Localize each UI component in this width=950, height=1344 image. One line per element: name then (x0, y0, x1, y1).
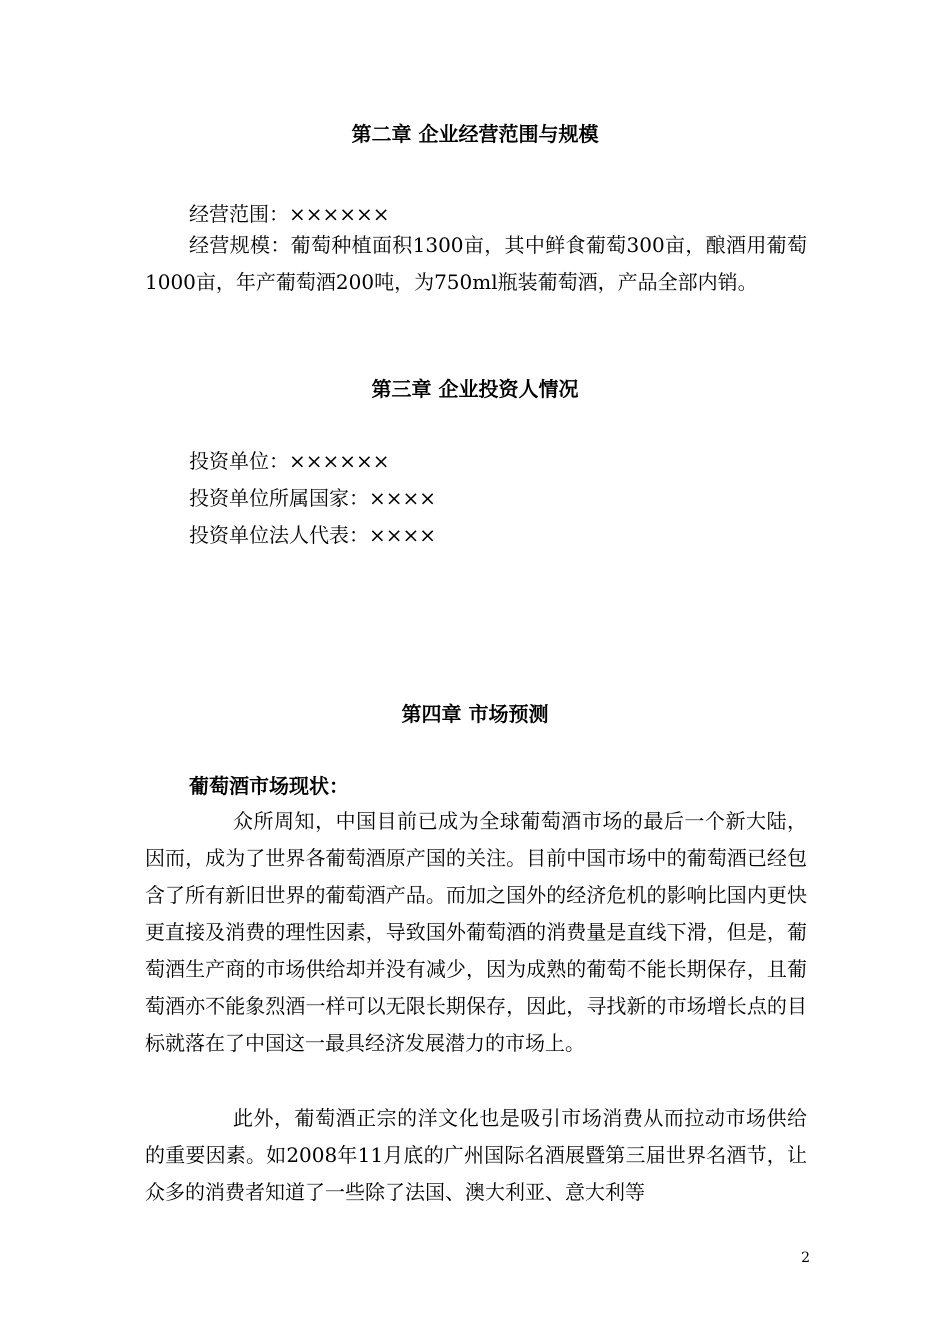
market-paragraph-2: 此外，葡萄酒正宗的洋文化也是吸引市场消费从而拉动市场供给的重要因素。如2008年11月底的广州国际名酒展暨第三届世界名酒节，让众多的消费者知道了一些除了法国、澳大利亚、意大利等 (145, 1106, 807, 1204)
page-number: 2 (801, 1250, 810, 1266)
market-paragraph-1: 众所周知，中国目前已成为全球葡萄酒市场的最后一个新大陆，因而，成为了世界各葡萄酒原产国的关注。目前中国市场中的葡萄酒已经包含了所有新旧世界的葡萄酒产品。而加之国外的经济危机的影响比国内更快更直接及消费的理性因素，导致国外葡萄酒的消费量是直线下滑，但是，葡萄酒生产商的市场供给却并没有减少，因为成熟的葡萄不能长期保存，且葡萄酒亦不能象烈酒一样可以无限长期保存，因此，寻找新的市场增长点的目标就落在了中国这一最具经济发展潜力的市场上。 (145, 809, 807, 1055)
investor-unit: 投资单位：×××××× (189, 449, 390, 473)
investor-country: 投资单位所属国家：×××× (189, 486, 437, 510)
chapter-2-title: 第二章 企业经营范围与规模 (351, 122, 599, 146)
chapter-4-title: 第四章 市场预测 (401, 702, 549, 726)
wine-market-status-heading: 葡萄酒市场现状： (189, 774, 349, 798)
investor-representative: 投资单位法人代表：×××× (189, 523, 437, 547)
business-scale: 经营规模：葡萄种植面积1300亩，其中鲜食葡萄300亩，酿酒用葡萄1000亩，年产葡萄酒200吨，为750ml瓶装葡萄酒，产品全部内销。 (145, 233, 807, 294)
chapter-3-title: 第三章 企业投资人情况 (371, 377, 579, 401)
business-scope: 经营范围：×××××× (189, 202, 390, 226)
